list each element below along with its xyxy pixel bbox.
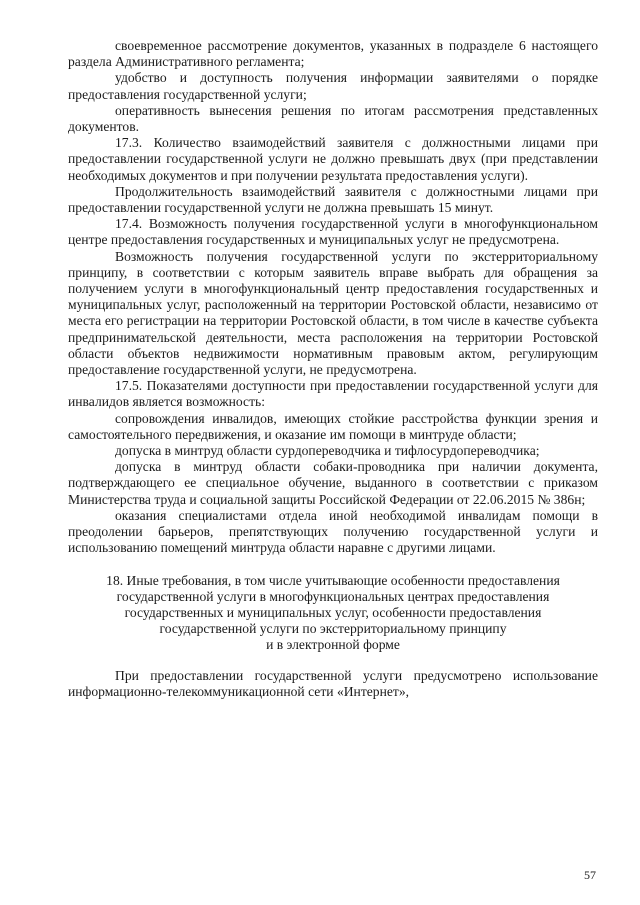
paragraph: допуска в минтруд области сурдопереводчика и тифлосурдопереводчика; [115,443,540,459]
paragraph: 17.5. Показателями доступности при предоставлении государственной услуги для инвалидов является возможность: [68,378,598,410]
paragraph: Продолжительность взаимодействий заявителя с должностными лицами при предоставлении государственной услуги не должна превышать 15 минут. [68,183,598,216]
section-heading-line: государственной услуги по экстерриториальному принципу [159,621,507,637]
paragraph: допуска в минтруд области собаки-проводника при наличии документа, подтверждающего ее специальное обучение, выданного в соответствии с приказом Министерства труда и социальной защиты Российской Федерации от 22.06.2015 № 386н; [68,459,598,507]
paragraph: оперативность вынесения решения по итогам рассмотрения представленных документов. [68,102,598,135]
section-heading-line: государственной услуги в многофункциональных центрах предоставления [116,588,550,604]
section-heading-line: 18. Иные требования, в том числе учитывающие особенности предоставления [106,572,560,588]
paragraph: удобство и доступность получения информации заявителями о порядке предоставления государственной услуги; [68,70,598,102]
page-number: 57 [584,868,596,882]
paragraph: оказания специалистами отдела иной необходимой инвалидам помощи в преодолении барьеров, препятствующих получению государственной услуги и использованию помещений минтруда области наравне с другими лицами. [68,507,598,556]
section-heading [68,573,598,654]
document-body [68,38,598,700]
section-heading-line: и в электронной форме [266,637,400,653]
paragraph: При предоставлении государственной услуги предусмотрено использование информационно-телекоммуникационной сети «Интернет», [68,667,598,699]
paragraph: 17.4. Возможность получения государственной услуги в многофункциональном центре предоставления государственных и муниципальных услуг не предусмотрена. [68,216,598,248]
paragraph: 17.3. Количество взаимодействий заявителя с должностными лицами при предоставлении государственной услуги не должно превышать двух (при представлении необходимых документов и при получении результата предоставления услуги). [68,135,598,183]
paragraph: Возможность получения государственной услуги по экстерриториальному принципу, в соответствии с которым заявитель вправе выбрать для обращения за получением услуги в многофункциональный центр предоставления государственных и муниципальных услуг, расположенный на территории Ростовской области, независимо от места его регистрации на территории Ростовской области, в том числе в качестве субъекта предпринимательской деятельности, места расположения на территории Ростовской области объектов недвижимости нормативным правовым актом, регулирующим предоставление государственной услуги, не предусмотрена. [68,248,598,378]
section-heading-line: государственных и муниципальных услуг, особенности предоставления [124,604,542,620]
paragraph: своевременное рассмотрение документов, указанных в подразделе 6 настоящего раздела Административного регламента; [68,38,598,70]
paragraph: сопровождения инвалидов, имеющих стойкие расстройства функции зрения и самостоятельного передвижения, и оказание им помощи в минтруде области; [68,410,598,442]
